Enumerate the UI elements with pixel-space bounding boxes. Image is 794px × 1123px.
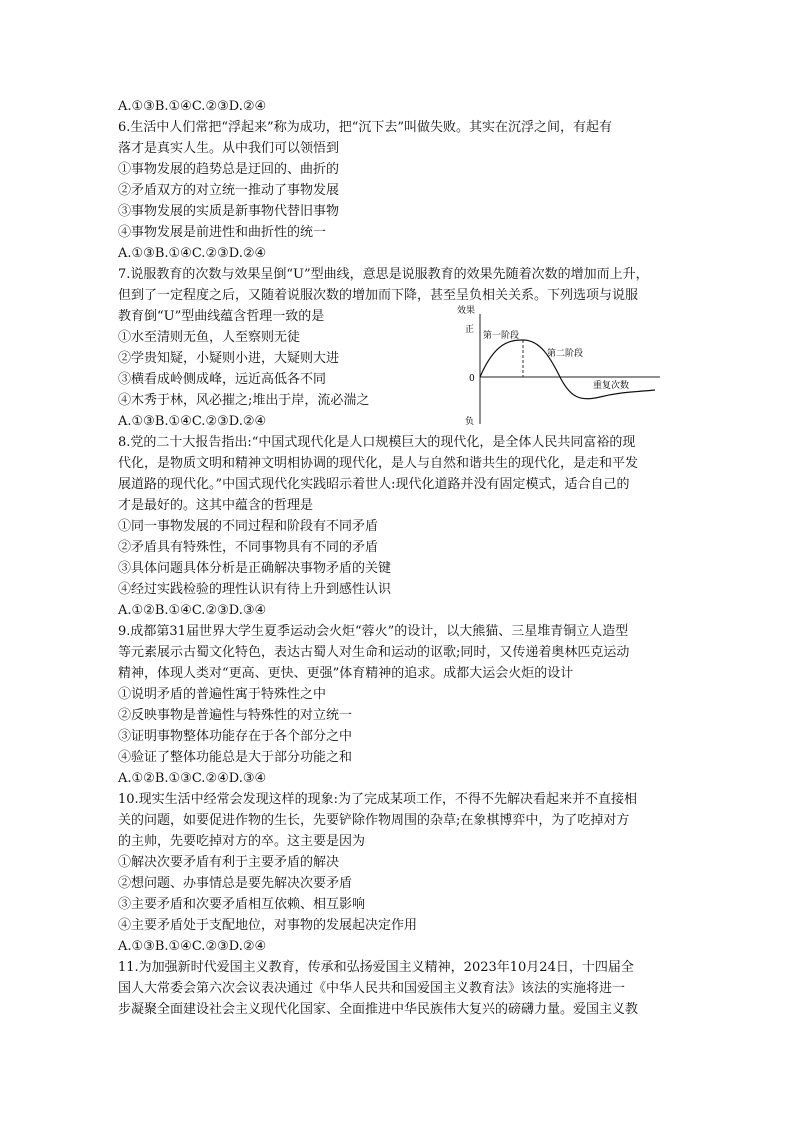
text-line: 步凝聚全面建设社会主义现代化国家、全面推进中华民族伟大复兴的磅礴力量。爱国主义教 [118, 1002, 639, 1017]
text-line: 但到了一定程度之后，又随着说服次数的增加而下降，甚至呈负相关关系。下列选项与说服 [118, 288, 639, 303]
text-line: ③主要矛盾和次要矛盾相互依赖、相互影响 [118, 897, 366, 912]
text-line: 6.生活中人们常把“浮起来”称为成功，把“沉下去”叫做失败。其实在沉浮之间，有起有 [118, 120, 612, 135]
inverted-u-curve-figure [455, 302, 665, 427]
text-line: ③具体问题具体分析是正确解决事物矛盾的关键 [118, 561, 392, 576]
text-line: A.①③B.①④C.②③D.②④ [118, 99, 267, 114]
text-line: ①水至清则无鱼，人至察则无徒 [118, 330, 301, 345]
positive-label: 正 [465, 325, 475, 335]
text-line: ③横看成岭侧成峰，远近高低各不同 [118, 372, 327, 387]
text-line: 展道路的现代化。”中国式现代化实践昭示着世人:现代化道路并没有固定模式，适合自己的 [118, 477, 630, 492]
text-line: 国人大常委会第六次会议表决通过《中华人民共和国爱国主义教育法》该法的实施将进一 [118, 981, 626, 996]
text-line: ①说明矛盾的普遍性寓于特殊性之中 [118, 687, 327, 702]
text-line: 的主帅，先要吃掉对方的卒。这主要是因为 [118, 834, 366, 849]
text-line: ④验证了整体功能总是大于部分功能之和 [118, 750, 353, 765]
origin-label: 0 [469, 374, 475, 384]
negative-label: 负 [465, 417, 475, 427]
text-line: ①解决次要矛盾有利于主要矛盾的解决 [118, 855, 340, 870]
text-line: 11.为加强新时代爱国主义教育，传承和弘扬爱国主义精神，2023年10月24日，十四届全 [118, 960, 634, 975]
text-line: ②矛盾具有特殊性，不同事物具有不同的矛盾 [118, 540, 379, 555]
stage2-label: 第二阶段 [547, 349, 584, 359]
text-line: A.①③B.①④C.②③D.②④ [118, 246, 267, 261]
x-axis-label: 重复次数 [593, 381, 630, 391]
text-line: ②矛盾双方的对立统一推动了事物发展 [118, 183, 340, 198]
text-line: ②想问题、办事情总是要先解决次要矛盾 [118, 876, 353, 891]
text-line: ④经过实践检验的理性认识有待上升到感性认识 [118, 582, 392, 597]
text-line: ②反映事物是普遍性与特殊性的对立统一 [118, 708, 353, 723]
text-line: 7.说服教育的次数与效果呈倒“U”型曲线，意思是说服教育的效果先随着次数的增加而上升， [118, 267, 649, 282]
text-line: ①事物发展的趋势总是迂回的、曲折的 [118, 162, 340, 177]
stage1-label: 第一阶段 [483, 331, 520, 341]
text-line: ③证明事物整体功能存在于各个部分之中 [118, 729, 353, 744]
text-line: ①同一事物发展的不同过程和阶段有不同矛盾 [118, 519, 379, 534]
document-body [118, 96, 678, 1020]
text-line: A.①③B.①④C.②③D.②④ [118, 414, 267, 429]
text-line: 9.成都第31届世界大学生夏季运动会火炬“蓉火”的设计，以大熊猫、三星堆青铜立人造型 [118, 624, 629, 639]
text-line: A.①②B.①④C.②③D.③④ [118, 603, 267, 618]
text-line: ③事物发展的实质是新事物代替旧事物 [118, 204, 340, 219]
text-line: 落才是真实人生。从中我们可以领悟到 [118, 141, 340, 156]
text-line: ④事物发展是前进性和曲折性的统一 [118, 225, 327, 240]
text-line: A.①③B.①④C.②③D.②④ [118, 939, 267, 954]
text-line: ②学贵知疑，小疑则小进，大疑则大进 [118, 351, 340, 366]
text-line: ④木秀于林，风必摧之;堆出于岸，流必湍之 [118, 393, 370, 408]
text-line: 等元素展示古蜀文化特色，表达古蜀人对生命和运动的讴歌;同时，又传递着奥林匹克运动 [118, 645, 630, 660]
text-line: 关的问题，如要促进作物的生长，先要铲除作物周围的杂草;在象棋博弈中，为了吃掉对方 [118, 813, 630, 828]
text-line: ④主要矛盾处于支配地位，对事物的发展起决定作用 [118, 918, 418, 933]
y-axis-label: 效果 [457, 306, 476, 316]
text-line: 精神，体现人类对“更高、更快、更强”体育精神的追求。成都大运会火炬的设计 [118, 666, 574, 681]
text-line: 教育倒“U”型曲线蕴含哲理一致的是 [118, 309, 325, 324]
text-line: 才是最好的。这其中蕴含的哲理是 [118, 498, 314, 513]
text-line: A.①②B.①③C.②④D.③④ [118, 771, 267, 786]
text-line: 10.现实生活中经常会发现这样的现象:为了完成某项工作，不得不先解决看起来并不直接相 [118, 792, 638, 807]
text-line: 8.党的二十大报告指出:“中国式现代化是人口规模巨大的现代化，是全体人民共同富裕的现 [118, 435, 636, 450]
text-line: 代化，是物质文明和精神文明相协调的现代化，是人与自然和谐共生的现代化，是走和平发 [118, 456, 639, 471]
curve-diagram-svg [455, 302, 665, 427]
